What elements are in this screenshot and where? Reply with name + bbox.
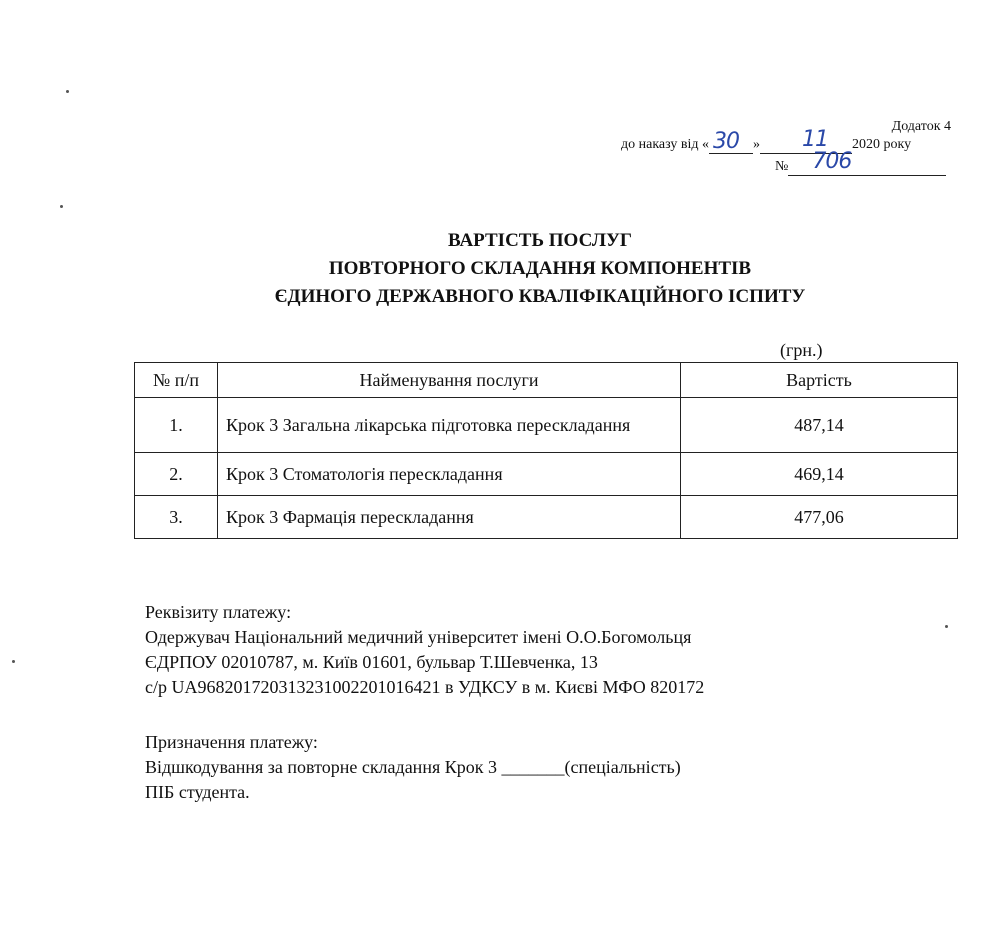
- student-line: ПІБ студента.: [145, 782, 250, 802]
- row-number: 2.: [135, 453, 218, 496]
- year-suffix: 2020 року: [852, 137, 912, 152]
- purpose-line: Відшкодування за повторне складання Крок 3 _______(спеціальність): [145, 757, 681, 777]
- title-line-1: ВАРТІСТЬ ПОСЛУГ: [447, 230, 633, 251]
- order-number-line: [775, 149, 946, 176]
- order-date-line: [621, 127, 912, 154]
- row-cost: 469,14: [681, 453, 958, 496]
- spacer: [145, 700, 704, 730]
- document-title: [130, 227, 950, 311]
- header-service-name: Найменування послуги: [218, 363, 681, 398]
- quote-close: »: [753, 137, 760, 152]
- handwritten-number: 706: [812, 149, 852, 174]
- scan-speck: [60, 205, 63, 208]
- header-cost: Вартість: [681, 363, 958, 398]
- table-row: [135, 398, 958, 453]
- services-table: [134, 362, 958, 539]
- scan-speck: [66, 90, 69, 93]
- table-row: [135, 453, 958, 496]
- handwritten-day: 30: [713, 129, 739, 154]
- row-service-name: Крок 3 Загальна лікарська підготовка перескладання: [218, 398, 681, 453]
- number-prefix: №: [775, 159, 789, 174]
- edrpou-line: ЄДРПОУ 02010787, м. Київ 01601, бульвар Т.Шевченка, 13: [145, 652, 598, 672]
- day-field: [709, 129, 753, 154]
- payment-details: [145, 600, 704, 805]
- row-number: 1.: [135, 398, 218, 453]
- addendum-label: Додаток 4: [891, 119, 951, 134]
- title-line-2: ПОВТОРНОГО СКЛАДАННЯ КОМПОНЕНТІВ: [328, 258, 752, 279]
- row-number: 3.: [135, 496, 218, 539]
- row-cost: 477,06: [681, 496, 958, 539]
- purpose-label: Призначення платежу:: [145, 732, 318, 752]
- handwritten-month: 11: [802, 127, 828, 152]
- row-service-name: Крок 3 Фармація перескладання: [218, 496, 681, 539]
- header-number: № п/п: [135, 363, 218, 398]
- table-header-row: [135, 363, 958, 398]
- order-prefix: до наказу від «: [621, 137, 709, 152]
- row-service-name: Крок 3 Стоматологія перескладання: [218, 453, 681, 496]
- scan-speck: [12, 660, 15, 663]
- account-line: с/р UA968201720313231002201016421 в УДКСУ в м. Києві МФО 820172: [145, 677, 705, 697]
- scan-speck: [945, 625, 948, 628]
- row-cost: 487,14: [681, 398, 958, 453]
- recipient-line: Одержувач Національний медичний університет імені О.О.Богомольця: [145, 627, 692, 647]
- requisites-label: Реквізиту платежу:: [145, 602, 292, 622]
- table-row: [135, 496, 958, 539]
- currency-note: (грн.): [780, 340, 823, 360]
- title-line-3: ЄДИНОГО ДЕРЖАВНОГО КВАЛІФІКАЦІЙНОГО ІСПИТУ: [274, 286, 806, 307]
- number-field: [788, 149, 946, 176]
